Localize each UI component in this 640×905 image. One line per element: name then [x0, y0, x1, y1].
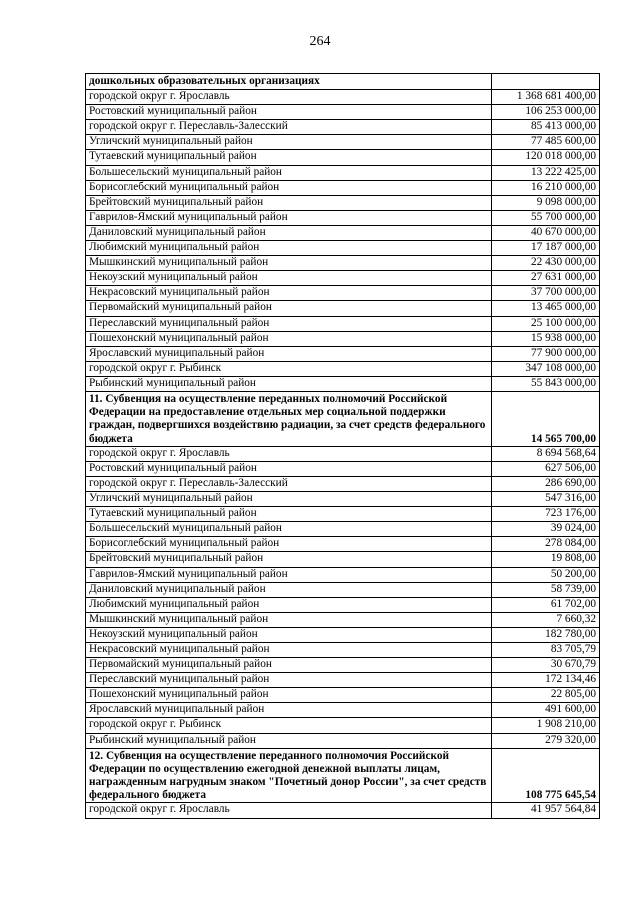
section-title: 11. Субвенция на осуществление переданных полномочий Российской Федерации на предоставление отдельных мер социальной поддержки граждан, подвергшихся воздействию радиации, за счет средств федерального бюджета [86, 391, 492, 446]
district-amount: 41 957 564,84 [492, 803, 600, 818]
district-name: Некоузский муниципальный район [86, 627, 492, 642]
district-amount: 39 024,00 [492, 522, 600, 537]
district-name: Тутаевский муниципальный район [86, 507, 492, 522]
district-amount: 55 700 000,00 [492, 210, 600, 225]
table-row [86, 301, 600, 316]
district-amount: 13 465 000,00 [492, 301, 600, 316]
district-name: Гаврилов-Ямский муниципальный район [86, 210, 492, 225]
district-amount: 1 908 210,00 [492, 718, 600, 733]
district-amount: 55 843 000,00 [492, 376, 600, 391]
district-name: городской округ г. Рыбинск [86, 718, 492, 733]
district-amount: 347 108 000,00 [492, 361, 600, 376]
district-amount: 278 084,00 [492, 537, 600, 552]
table-row [86, 703, 600, 718]
table-row [86, 316, 600, 331]
section-total: 108 775 645,54 [492, 748, 600, 803]
table-row [86, 492, 600, 507]
district-name: Большесельский муниципальный район [86, 522, 492, 537]
table-row [86, 210, 600, 225]
table-row [86, 105, 600, 120]
table-row [86, 643, 600, 658]
table-row [86, 688, 600, 703]
district-name: Большесельский муниципальный район [86, 165, 492, 180]
district-amount: 16 210 000,00 [492, 180, 600, 195]
section-header-row [86, 74, 600, 90]
table-row [86, 803, 600, 818]
district-name: Пошехонский муниципальный район [86, 331, 492, 346]
section-header-row [86, 391, 600, 446]
table-row [86, 567, 600, 582]
district-name: Даниловский муниципальный район [86, 225, 492, 240]
table-row [86, 376, 600, 391]
district-amount: 723 176,00 [492, 507, 600, 522]
table-row [86, 195, 600, 210]
district-amount: 19 808,00 [492, 552, 600, 567]
table-row [86, 658, 600, 673]
table-row [86, 225, 600, 240]
table-row [86, 120, 600, 135]
district-amount: 77 900 000,00 [492, 346, 600, 361]
table-row [86, 461, 600, 476]
table-row [86, 507, 600, 522]
district-name: Мышкинский муниципальный район [86, 612, 492, 627]
table-row [86, 522, 600, 537]
district-amount: 40 670 000,00 [492, 225, 600, 240]
table-row [86, 241, 600, 256]
district-amount: 286 690,00 [492, 476, 600, 491]
district-name: Любимский муниципальный район [86, 597, 492, 612]
section-total: 14 565 700,00 [492, 391, 600, 446]
district-amount: 22 805,00 [492, 688, 600, 703]
district-amount: 279 320,00 [492, 733, 600, 748]
district-amount: 77 485 600,00 [492, 135, 600, 150]
table-row [86, 271, 600, 286]
district-amount: 7 660,32 [492, 612, 600, 627]
district-name: Борисоглебский муниципальный район [86, 180, 492, 195]
district-name: городской округ г. Ярославль [86, 446, 492, 461]
table-row [86, 150, 600, 165]
district-name: Ростовский муниципальный район [86, 105, 492, 120]
district-amount: 85 413 000,00 [492, 120, 600, 135]
district-amount: 1 368 681 400,00 [492, 90, 600, 105]
district-name: Любимский муниципальный район [86, 241, 492, 256]
district-name: Угличский муниципальный район [86, 492, 492, 507]
table-row [86, 286, 600, 301]
district-amount: 25 100 000,00 [492, 316, 600, 331]
district-name: Первомайский муниципальный район [86, 301, 492, 316]
district-amount: 22 430 000,00 [492, 256, 600, 271]
table-row [86, 476, 600, 491]
section-header-row [86, 748, 600, 803]
district-amount: 58 739,00 [492, 582, 600, 597]
table-row [86, 582, 600, 597]
district-name: Переславский муниципальный район [86, 316, 492, 331]
district-name: Гаврилов-Ямский муниципальный район [86, 567, 492, 582]
table-row [86, 135, 600, 150]
district-amount: 9 098 000,00 [492, 195, 600, 210]
district-name: Брейтовский муниципальный район [86, 195, 492, 210]
district-amount: 547 316,00 [492, 492, 600, 507]
table-row [86, 90, 600, 105]
district-amount: 83 705,79 [492, 643, 600, 658]
section-title: дошкольных образовательных организациях [86, 74, 492, 90]
district-name: Тутаевский муниципальный район [86, 150, 492, 165]
district-name: Переславский муниципальный район [86, 673, 492, 688]
table-row [86, 733, 600, 748]
district-amount: 50 200,00 [492, 567, 600, 582]
district-name: городской округ г. Ярославль [86, 803, 492, 818]
district-amount: 182 780,00 [492, 627, 600, 642]
district-amount: 13 222 425,00 [492, 165, 600, 180]
table-row [86, 361, 600, 376]
district-name: Ростовский муниципальный район [86, 461, 492, 476]
district-amount: 61 702,00 [492, 597, 600, 612]
district-amount: 27 631 000,00 [492, 271, 600, 286]
table-row [86, 597, 600, 612]
district-amount: 491 600,00 [492, 703, 600, 718]
district-name: Ярославский муниципальный район [86, 703, 492, 718]
district-amount: 17 187 000,00 [492, 241, 600, 256]
table-row [86, 256, 600, 271]
district-name: Брейтовский муниципальный район [86, 552, 492, 567]
table-row [86, 331, 600, 346]
district-amount: 172 134,46 [492, 673, 600, 688]
table-row [86, 627, 600, 642]
district-name: Борисоглебский муниципальный район [86, 537, 492, 552]
section-title: 12. Субвенция на осуществление переданного полномочия Российской Федерации по осуществлению ежегодной денежной выплаты лицам, награжденным нагрудным знаком "Почетный донор России", за счет средств федерального бюджета [86, 748, 492, 803]
district-name: городской округ г. Ярославль [86, 90, 492, 105]
budget-table [85, 73, 600, 819]
district-name: Пошехонский муниципальный район [86, 688, 492, 703]
district-amount: 30 670,79 [492, 658, 600, 673]
table-row [86, 165, 600, 180]
district-name: Первомайский муниципальный район [86, 658, 492, 673]
district-amount: 37 700 000,00 [492, 286, 600, 301]
district-name: Угличский муниципальный район [86, 135, 492, 150]
table-row [86, 552, 600, 567]
district-name: Некрасовский муниципальный район [86, 286, 492, 301]
district-amount: 120 018 000,00 [492, 150, 600, 165]
district-amount: 15 938 000,00 [492, 331, 600, 346]
district-name: городской округ г. Переславль-Залесский [86, 120, 492, 135]
table-row [86, 446, 600, 461]
district-amount: 106 253 000,00 [492, 105, 600, 120]
district-amount: 8 694 568,64 [492, 446, 600, 461]
district-name: Рыбинский муниципальный район [86, 376, 492, 391]
district-name: Мышкинский муниципальный район [86, 256, 492, 271]
district-name: Некоузский муниципальный район [86, 271, 492, 286]
budget-table-body [86, 74, 600, 819]
district-name: Некрасовский муниципальный район [86, 643, 492, 658]
district-amount: 627 506,00 [492, 461, 600, 476]
district-name: Даниловский муниципальный район [86, 582, 492, 597]
district-name: городской округ г. Рыбинск [86, 361, 492, 376]
table-row [86, 612, 600, 627]
table-row [86, 537, 600, 552]
table-row [86, 673, 600, 688]
table-row [86, 180, 600, 195]
district-name: Рыбинский муниципальный район [86, 733, 492, 748]
district-name: Ярославский муниципальный район [86, 346, 492, 361]
page-number: 264 [309, 34, 331, 49]
table-row [86, 346, 600, 361]
table-row [86, 718, 600, 733]
district-name: городской округ г. Переславль-Залесский [86, 476, 492, 491]
section-total [492, 74, 600, 90]
